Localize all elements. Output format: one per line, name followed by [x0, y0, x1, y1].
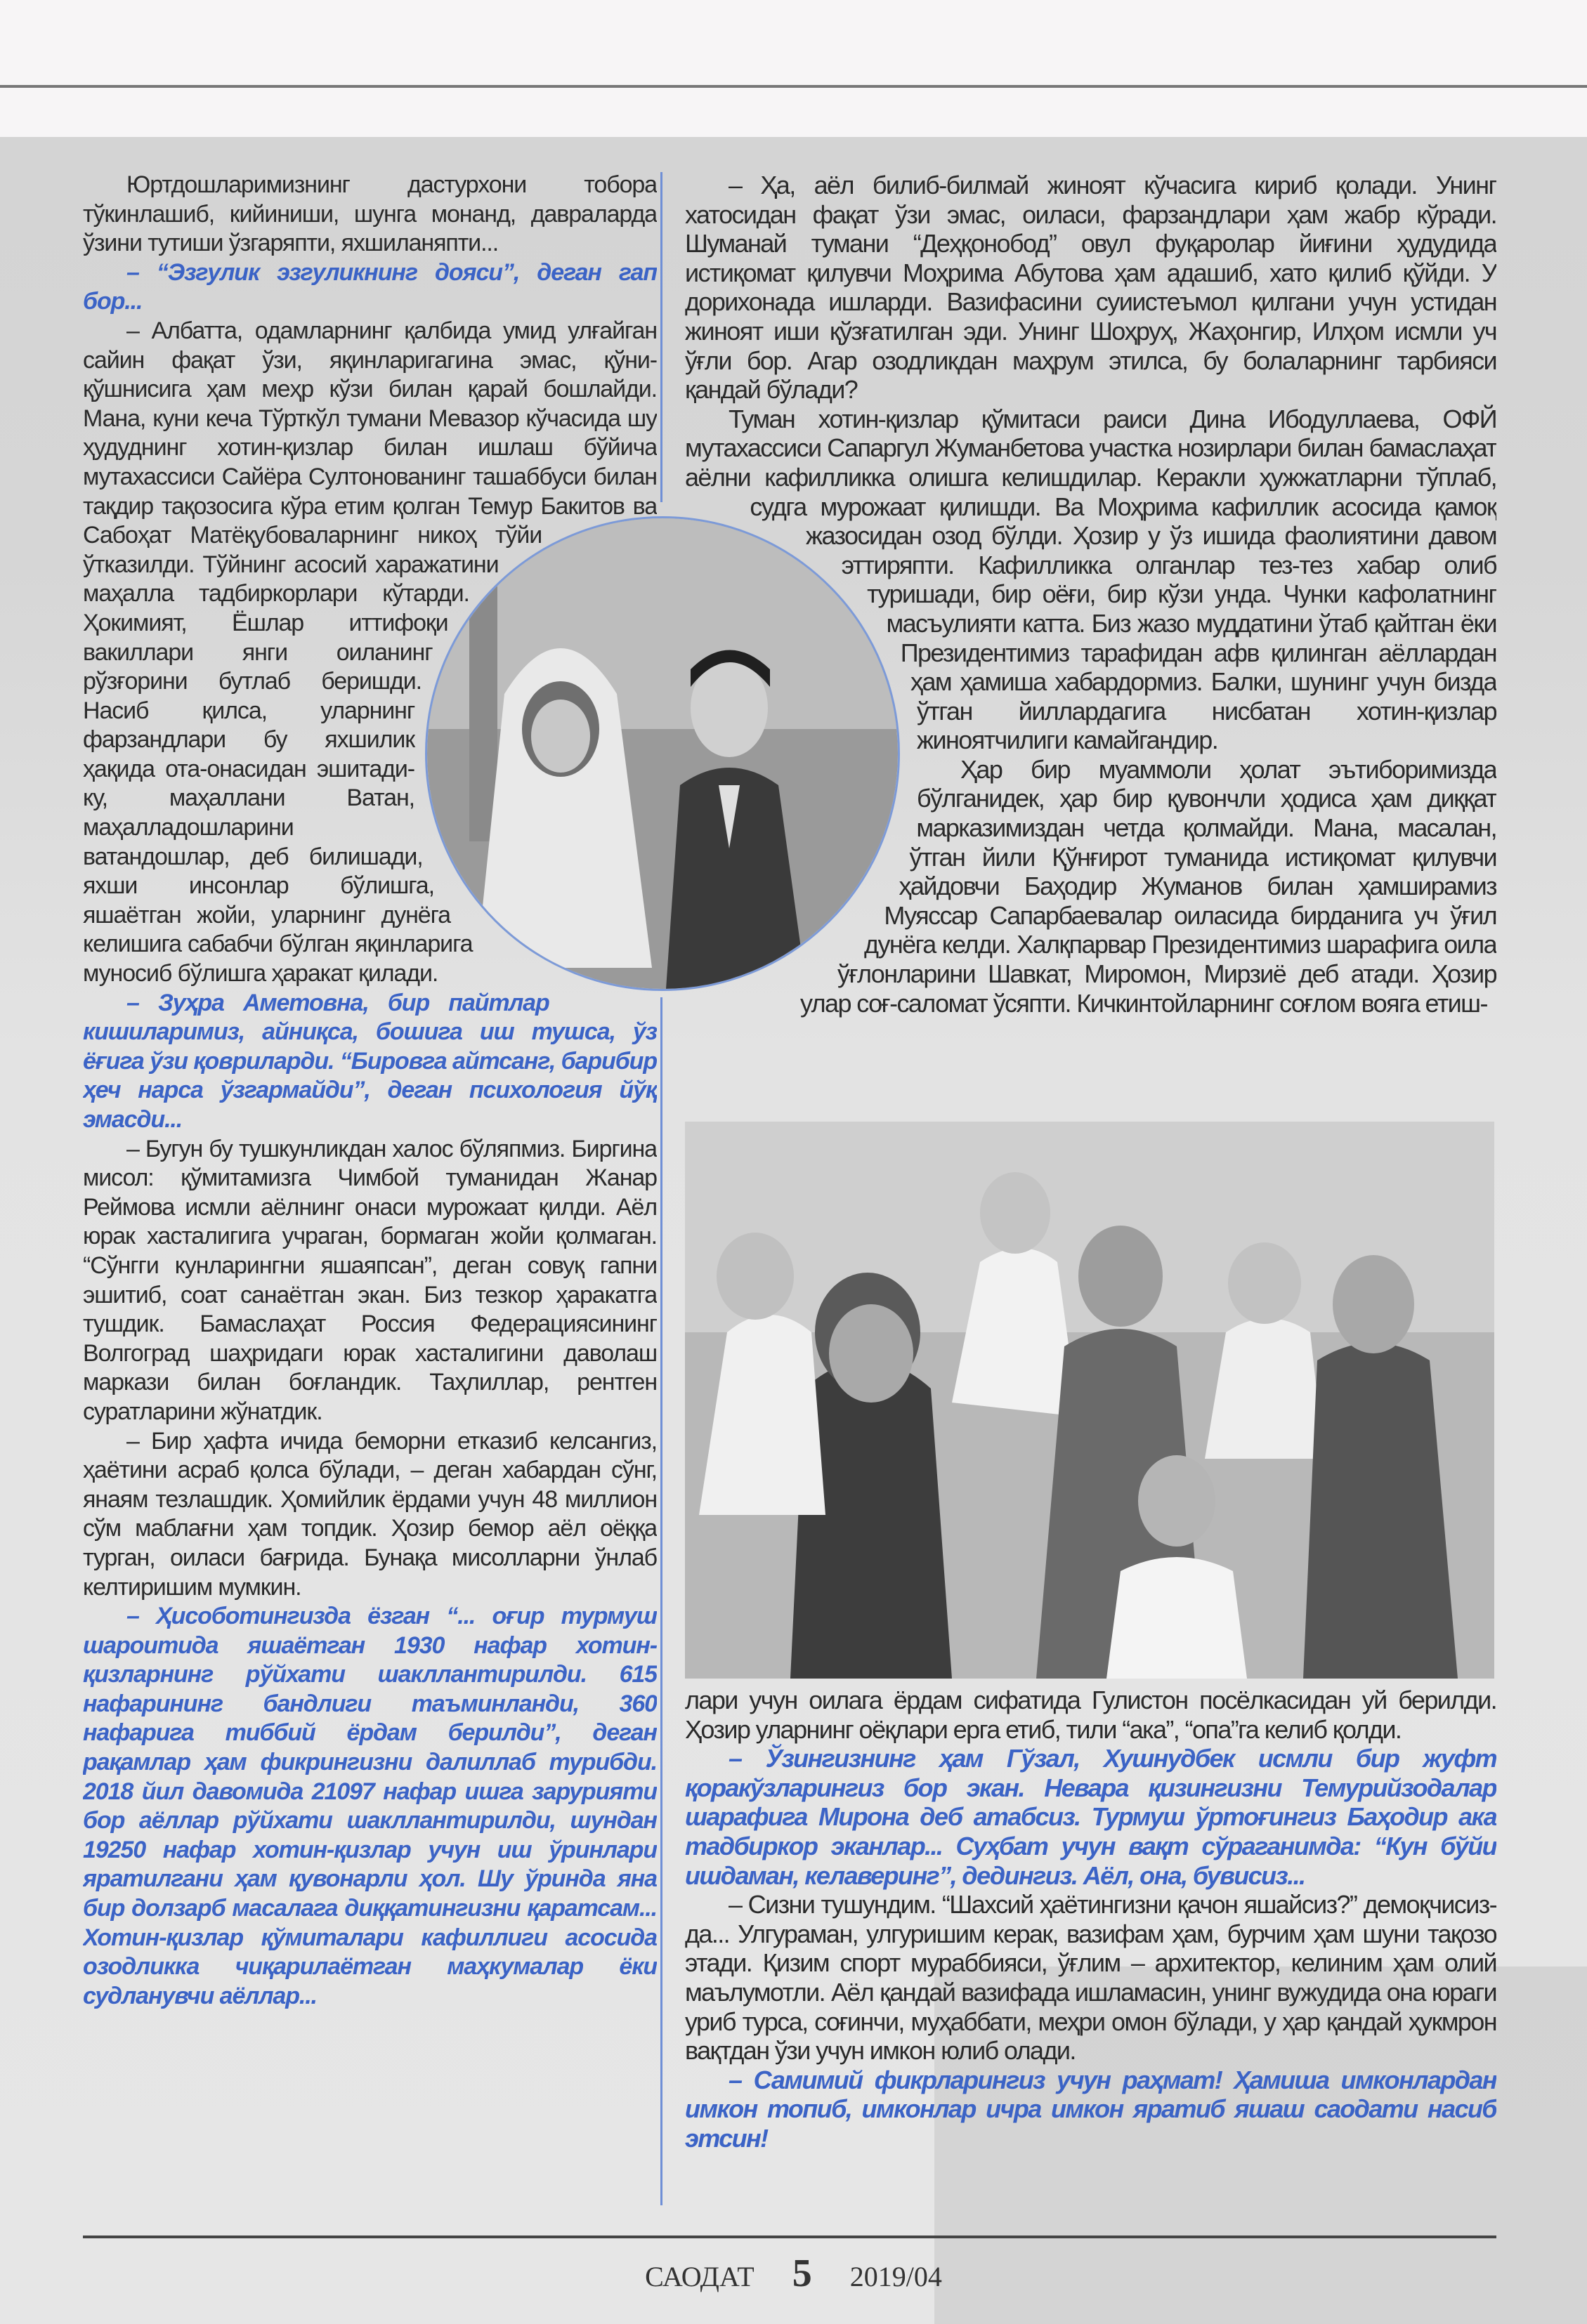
left-column [83, 171, 657, 2207]
paragraph: Ҳар бир муаммоли ҳолат эътиборимизда бўлганидек, ҳар бир қувончли ҳодиса ҳам диққат марказимиздан четда қолмайди. Мана, масалан, ўтган йили Қўнғирот туманида истиқомат қилувчи ҳайдовчи Баҳодир Жуманов билан ҳамширамиз Муяссар Сапарбаевалар оиласида бирданига уч ўғил дунёга келди. Халқпарвар Президентимиз шарафига оила ўғлонларини Шавкат, Миромон, Мирзиё деб атади. Ҳозир улар соғ-саломат ўсяпти. Кичкинтойларнинг соғлом вояга етиш- [800, 754, 1496, 1018]
paragraph: – Сизни тушундим. “Шахсий ҳаётингизни қачон яшайсиз?” демоқчисиз-да... Улгураман, улгуришим керак, вазифам ҳам, бурчим ҳам шуни тақозо этади. Қизим спорт мураббияси, ўғлим – архитектор, келиним ҳам олий маълумотли. Аёл қандай вазифада ишламасин, унинг вужудида она юраги уриб турса, соғинчи, муҳаббати, меҳри омон бўлади, у ҳар қандай ҳукмрон вақтдан ўзи учун имкон юлиб олади. [685, 1890, 1496, 2066]
page-header-margin [0, 0, 1587, 137]
paragraph: Туман хотин-қизлар қўмитаси раиси Дина Ибодуллаева, ОФЙ мутахассиси Сапаргул Жуманбетова участка нозирлари билан бамаслаҳат аёлни кафилликка олишга келишдилар. Керакли ҳужжатларни тўплаб, судга мурожаат қилишди. Ва Моҳрима кафиллик асосида қамоқ жазосидан озод бўлди. Ҳозир у ўз ишида фаолиятини давом эттиряпти. Кафилликка олганлар тез-тез хабар олиб туришади, бир оёғи, бир кўзи унда. Чунки кафолатнинг масъулияти катта. Биз жазо муддатини ўтаб қайтган ёки Президентимиз тарафидан афв қилинган аёллардан ҳам ҳамиша хабардормиз. Балки, шунинг учун бизда ўтган йиллардагига нисбатан хотин-қизлар жиноятчилиги камайгандир. [685, 404, 1496, 755]
magazine-name: САОДАТ [645, 2261, 755, 2292]
footer-rule [83, 2236, 1496, 2238]
issue-date: 2019/04 [849, 2261, 942, 2292]
interview-question: – “Эзгулик эзгуликнинг дояси”, деган гап бор... [83, 258, 657, 315]
paragraph: лари учун оилага ёрдам сифатида Гулистон посёлкасидан уй берилди. Ҳозир уларнинг оёқлари ерга етиб, тили “ака”, “опа”га келиб қолди. [685, 1686, 1496, 1744]
paragraph: Юртдошларимизнинг дастурхони тобора тўкинлашиб, кийиниши, шунга монанд, давраларда ўзини тутиши ўзгаряпти, яхшиланяпти... [83, 171, 657, 257]
paragraph: – Бир ҳафта ичида беморни етказиб келсангиз, ҳаётини асраб қолса бўлади, – деган хабардан сўнг, янаям тезлашдик. Ҳомийлик ёрдами учун 48 миллион сўм маблағни ҳам топдик. Ҳозир бемор аёл оёққа турган, оиласи бағрида. Бунақа мисолларни ўнлаб келтиришим мумкин. [83, 1427, 657, 1601]
column-divider-bottom [660, 997, 662, 2205]
interview-question: – Ўзингизнинг ҳам Гўзал, Хушнудбек исмли бир жуфт қоракўзларингиз бор экан. Невара қизингизни Темурийзодалар шарафига Мирона деб атабсиз. Турмуш ўртоғингиз Баҳодир ака тадбиркор эканлар... Суҳбат учун вақт сўраганимда: “Кун бўйи ишдаман, келаверинг”, дедингиз. Аёл, она, бувисиз... [685, 1744, 1496, 1890]
interview-question: – Самимий фикрларингиз учун раҳмат! Ҳамиша имконлардан имкон топиб, имконлар ичра имкон яратиб яшаш саодати насиб этсин! [685, 2065, 1496, 2153]
interview-question: – Зуҳра Аметовна, бир пайтлар кишиларимиз, айниқса, бошига иш тушса, ўз ёғига ўзи қовриларди. “Бировга айтсанг, барибир ҳеч нарса ўзгармайди”, деган психология йўқ эмасди... [83, 989, 657, 1133]
interview-question: – Ҳисоботингизда ёзган “... оғир турмуш шароитида яшаётган 1930 нафар хотин-қизларнинг рўйхати шакллантирилди. 615 нафарининг бандлиги таъминланди, 360 нафарига тиббий ёрдам берилди”, деган рақамлар ҳам фикрингизни далиллаб турибди. 2018 йил давомида 21097 нафар ишга зарурияти бор аёллар рўйхати шакллантирилди, шундан 19250 нафар хотин-қизлар учун иш ўринлари яратилгани ҳам қувонарли ҳол. Шу ўринда яна бир долзарб масалага диққатингизни қаратсам... Хотин-қизлар қўмиталари кафиллиги асосида озодликка чиқарилаётган маҳкумалар ёки судланувчи аёллар... [83, 1603, 657, 2009]
column-divider-top [660, 172, 662, 502]
page-number: 5 [792, 2252, 812, 2295]
wedding-couple-photo [425, 516, 900, 991]
paragraph: – Албатта, одамларнинг қалбида умид улғайган сайин фақат ўзи, яқинларигагина эмас, қўни-қўшнисига ҳам меҳр кўзи билан қарай бошлайди. Мана, куни кеча Тўрткўл тумани Мевазор кўчасида шу ҳудуднинг хотин-қизлар билан ишлаш бўйича мутахассиси Сайёра Султонованинг ташаббуси билан тақдир тақозосига кўра етим қолган Темур Бакитов ва Сабоҳат Матёқубоваларнинг никоҳ тўйи ўтказилди. Тўйнинг асосий харажатини маҳалла тадбиркорлари кўтарди. Ҳокимият, Ёшлар иттифоқи вакиллари янги оиланинг рўзғорини бутлаб беришди. Насиб қилса, уларнинг фарзандлари бу яхшилик ҳақида ота-онасидан эшитади-ку, маҳаллани Ватан, маҳалладошларини ватандошлар, деб билишади, яхши инсонлар бўлишга, яшаётган жойи, уларнинг дунёга келишига сабабчи бўлган яқинларига муносиб бўлишга ҳаракат қилади. [83, 317, 657, 987]
header-rule [0, 85, 1587, 88]
paragraph: – Бугун бу тушкунликдан халос бўляпмиз. Биргина мисол: қўмитамизга Чимбой туманидан Жанар Реймова исмли аёлнинг онаси мурожаат қилди. Аёл юрак хасталигига учраган, бормаган жойи қолмаган. “Сўнгги кунларингни яшаяпсан”, деган совуқ гапни эшитиб, соат санаётган экан. Биз тезкор ҳаракатга тушдик. Бамаслаҳат Россия Федерациясининг Волгоград шаҳридаги юрак хасталигини даволаш маркази билан боғландик. Таҳлиллар, рентген суратларини жўнатдик. [83, 1135, 657, 1425]
family-photo [685, 1122, 1494, 1679]
page-footer [0, 2251, 1587, 2296]
paragraph: – Ҳа, аёл билиб-билмай жиноят кўчасига кириб қолади. Унинг хатосидан фақат ўзи эмас, оиласи, фарзандлари ҳам жабр кўради. Шуманай тумани “Деҳқонобод” овул фуқаролар йиғини ҳудудида истиқомат қилувчи Моҳрима Абутова ҳам адашиб, хато қилиб қўйди. У дорихонада ишларди. Вазифасини суиистеъмол қилгани учун устидан жиноят иши қўзғатилган эди. Унинг Шоҳруҳ, Жаҳонгир, Илҳом исмли уч ўғли бор. Агар озодликдан маҳрум этилса, бу болаларнинг тарбияси қандай бўлади? [685, 171, 1496, 405]
right-column-bottom [685, 1686, 1496, 2219]
